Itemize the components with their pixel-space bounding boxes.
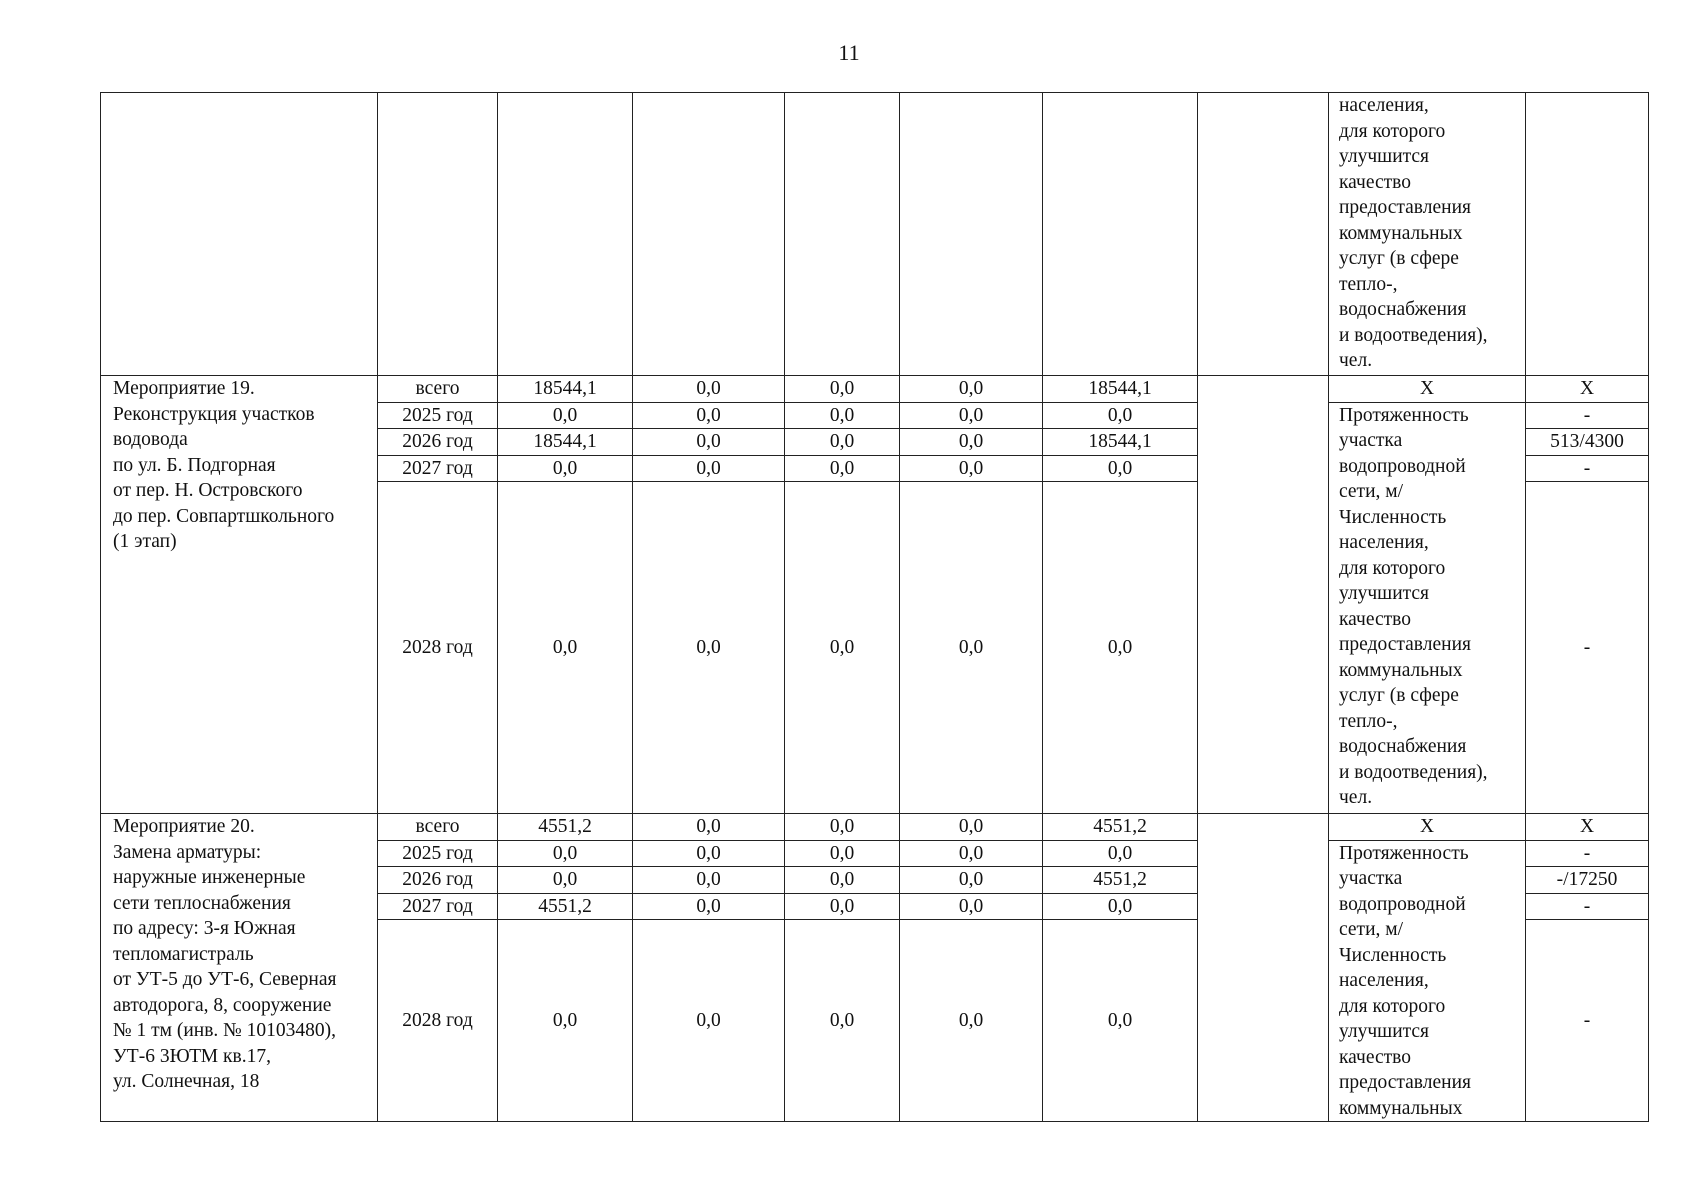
- indicator-value: -: [1526, 482, 1649, 814]
- value-cell: 0,0: [633, 893, 785, 920]
- period-cell: 2026 год: [378, 429, 498, 456]
- value-cell: 0,0: [785, 893, 900, 920]
- value-cell: 0,0: [633, 429, 785, 456]
- value-cell: 4551,2: [498, 893, 633, 920]
- period-cell: 2025 год: [378, 840, 498, 867]
- value-cell: 18544,1: [498, 429, 633, 456]
- value-cell: 0,0: [633, 402, 785, 429]
- indicator-total: Х: [1329, 814, 1526, 841]
- value-cell: 0,0: [633, 840, 785, 867]
- value-cell: 0,0: [785, 920, 900, 1122]
- value-cell: 0,0: [900, 893, 1043, 920]
- value-cell: 0,0: [498, 455, 633, 482]
- value-cell: 0,0: [1043, 893, 1198, 920]
- value-cell: 0,0: [633, 867, 785, 894]
- value-cell: 4551,2: [1043, 867, 1198, 894]
- event-name: Мероприятие 19. Реконструкция участков водовода по ул. Б. Подгорная от пер. Н. Островского до пер. Совпартшкольного (1 этап): [101, 376, 378, 814]
- value-cell: 0,0: [1043, 455, 1198, 482]
- value-cell: 0,0: [498, 867, 633, 894]
- period-cell: 2028 год: [378, 920, 498, 1122]
- continuation-row: [101, 93, 1649, 376]
- period-cell: всего: [378, 814, 498, 841]
- page-number: 11: [838, 40, 860, 65]
- indicator-value: -/17250: [1526, 867, 1649, 894]
- value-cell: 0,0: [900, 867, 1043, 894]
- period-cell: 2026 год: [378, 867, 498, 894]
- value-cell: 0,0: [785, 840, 900, 867]
- value-cell: 18544,1: [1043, 376, 1198, 403]
- value-cell: 0,0: [498, 482, 633, 814]
- event-name: Мероприятие 20. Замена арматуры: наружные инженерные сети теплоснабжения по адресу: 3-я Южная тепломагистраль от УТ-5 до УТ-6, Северная автодорога, 8, сооружение № 1 тм (инв. № 10103480), УТ-6 3ЮТМ кв.17, ул. Солнечная, 18: [101, 814, 378, 1122]
- indicator-total: Х: [1329, 376, 1526, 403]
- table-row: [101, 814, 1649, 841]
- value-cell: 0,0: [785, 376, 900, 403]
- value-cell: 18544,1: [498, 376, 633, 403]
- empty-cell: [900, 93, 1043, 376]
- indicator-value-total: Х: [1526, 376, 1649, 403]
- table-row: [101, 376, 1649, 403]
- indicator-name: Протяженность участка водопроводной сети, м/ Численность населения, для которого улучшится качество предоставления коммунальных услуг (в сфере тепло-, водоснабжения и водоотведения), чел.: [1329, 402, 1526, 814]
- value-cell: 0,0: [498, 402, 633, 429]
- value-cell: 0,0: [900, 482, 1043, 814]
- indicator-value-total: Х: [1526, 814, 1649, 841]
- value-cell: 0,0: [900, 402, 1043, 429]
- value-cell: 4551,2: [1043, 814, 1198, 841]
- value-cell: 0,0: [785, 429, 900, 456]
- value-cell: 0,0: [900, 840, 1043, 867]
- period-cell: 2027 год: [378, 455, 498, 482]
- value-cell: 0,0: [900, 376, 1043, 403]
- empty-cell: [785, 93, 900, 376]
- value-cell: 4551,2: [498, 814, 633, 841]
- empty-cell: [378, 93, 498, 376]
- value-cell: 0,0: [633, 376, 785, 403]
- value-cell: 0,0: [1043, 402, 1198, 429]
- indicator-value: -: [1526, 840, 1649, 867]
- indicator-value: -: [1526, 455, 1649, 482]
- value-cell: 0,0: [633, 920, 785, 1122]
- empty-cell: [1043, 93, 1198, 376]
- value-cell: 0,0: [785, 867, 900, 894]
- value-cell: 0,0: [900, 429, 1043, 456]
- indicator-value: -: [1526, 893, 1649, 920]
- value-cell: 0,0: [1043, 482, 1198, 814]
- indicator-name: населения, для которого улучшится качество предоставления коммунальных услуг (в сфере тепло-, водоснабжения и водоотведения), чел.: [1329, 93, 1526, 376]
- value-cell: 0,0: [633, 482, 785, 814]
- period-cell: 2028 год: [378, 482, 498, 814]
- empty-cell: [101, 93, 378, 376]
- empty-cell: [1198, 814, 1329, 1122]
- indicator-name: Протяженность участка водопроводной сети, м/ Численность населения, для которого улучшится качество предоставления коммунальных: [1329, 840, 1526, 1122]
- value-cell: 0,0: [785, 814, 900, 841]
- indicator-value: -: [1526, 920, 1649, 1122]
- value-cell: 0,0: [785, 482, 900, 814]
- period-cell: 2027 год: [378, 893, 498, 920]
- value-cell: 18544,1: [1043, 429, 1198, 456]
- program-table: [100, 92, 1649, 1122]
- indicator-value: 513/4300: [1526, 429, 1649, 456]
- value-cell: 0,0: [900, 814, 1043, 841]
- empty-cell: [1526, 93, 1649, 376]
- empty-cell: [633, 93, 785, 376]
- value-cell: 0,0: [633, 814, 785, 841]
- empty-cell: [1198, 93, 1329, 376]
- empty-cell: [498, 93, 633, 376]
- value-cell: 0,0: [498, 920, 633, 1122]
- value-cell: 0,0: [1043, 920, 1198, 1122]
- value-cell: 0,0: [1043, 840, 1198, 867]
- value-cell: 0,0: [900, 920, 1043, 1122]
- empty-cell: [1198, 376, 1329, 814]
- value-cell: 0,0: [785, 402, 900, 429]
- value-cell: 0,0: [633, 455, 785, 482]
- period-cell: 2025 год: [378, 402, 498, 429]
- value-cell: 0,0: [900, 455, 1043, 482]
- value-cell: 0,0: [498, 840, 633, 867]
- indicator-value: -: [1526, 402, 1649, 429]
- value-cell: 0,0: [785, 455, 900, 482]
- period-cell: всего: [378, 376, 498, 403]
